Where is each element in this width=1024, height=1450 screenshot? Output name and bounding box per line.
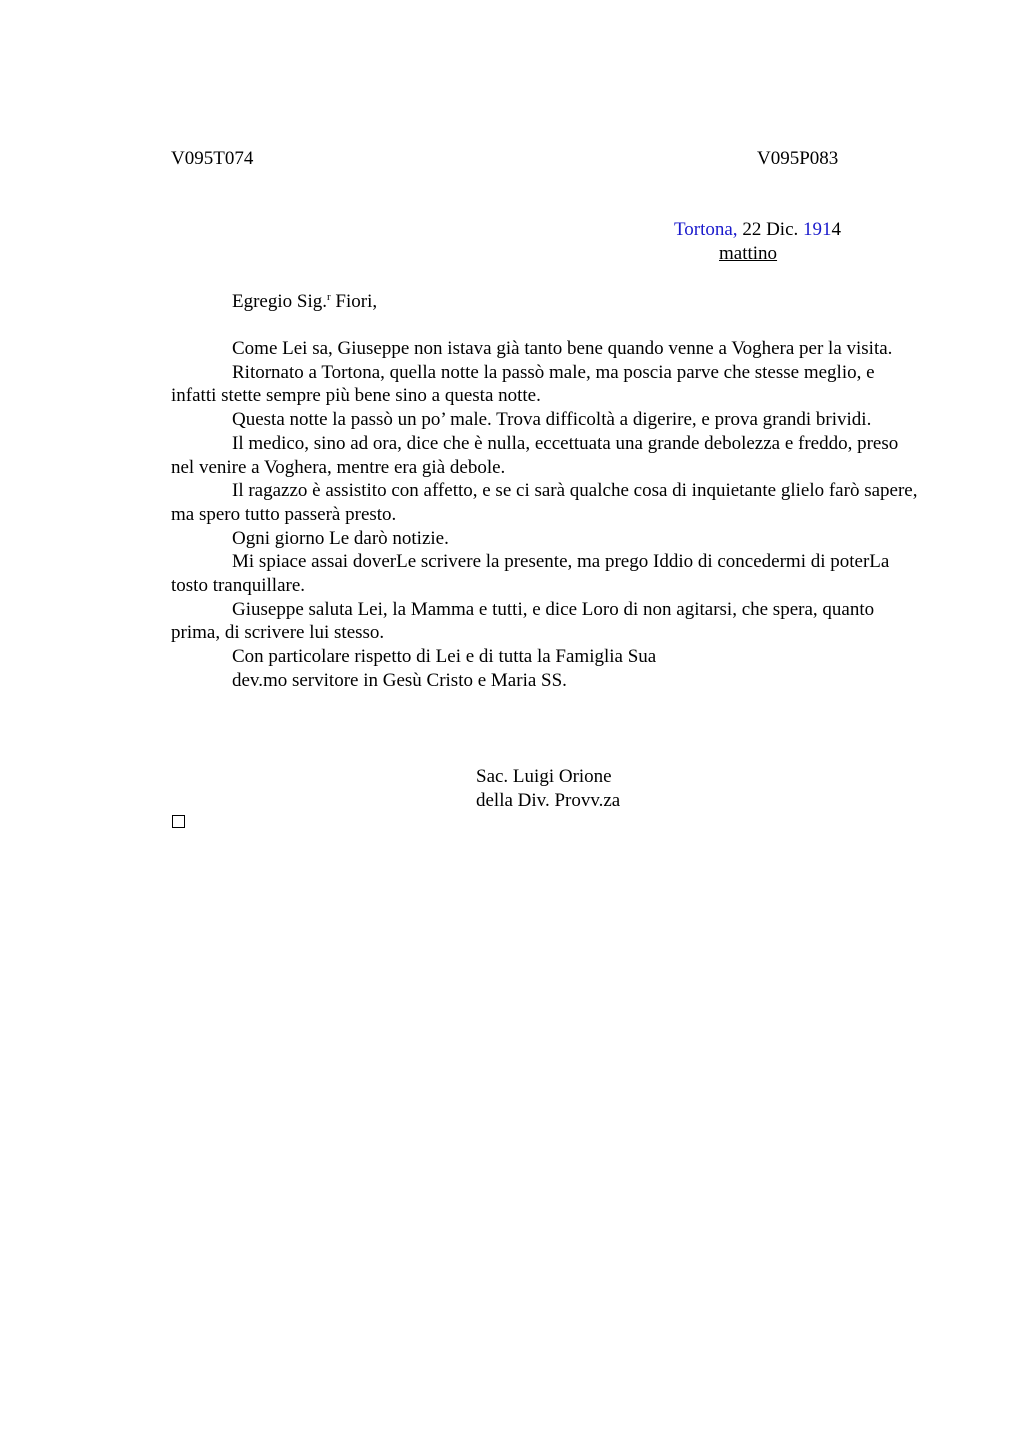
dateline-place: Tortona, bbox=[673, 219, 738, 240]
closing-line: dev.mo servitore in Gesù Cristo e Maria SS. bbox=[232, 669, 567, 691]
salutation-superscript: r bbox=[327, 291, 331, 303]
closing-line: Con particolare rispetto di Lei e di tutta la Famiglia Sua bbox=[232, 646, 657, 668]
document-code-left: V095T074 bbox=[171, 148, 254, 169]
signature-block bbox=[476, 765, 620, 813]
paragraph: Come Lei sa, Giuseppe non istava già tanto bene quando venne a Voghera per la visita. bbox=[232, 338, 893, 359]
salutation-title: Egregio Sig. bbox=[232, 291, 327, 312]
paragraph: Ritornato a Tortona, quella notte la passò male, ma poscia parve che stesse meglio, e infatti stette sempre più bene sino a questa notte. bbox=[171, 361, 875, 407]
paragraph: Il medico, sino ad ora, dice che è nulla, eccettuata una grande debolezza e freddo, preso nel venire a Voghera, mentre era già debole. bbox=[171, 432, 899, 478]
dateline-year-prefix: 191 bbox=[803, 219, 832, 240]
dateline-date: 22 Dic. bbox=[737, 219, 803, 240]
dateline-time-of-day: mattino bbox=[719, 243, 778, 264]
paragraph: Mi spiace assai doverLe scrivere la presente, ma prego Iddio di concedermi di poterLa tosto tranquillare. bbox=[171, 551, 890, 597]
salutation-name: Fiori, bbox=[330, 291, 378, 312]
paragraph: Giuseppe saluta Lei, la Mamma e tutti, e dice Loro di non agitarsi, che spera, quanto prima, di scrivere lui stesso. bbox=[171, 598, 875, 644]
salutation bbox=[232, 290, 377, 314]
signature-name: Sac. Luigi Orione bbox=[476, 766, 612, 787]
document-code-right: V095P083 bbox=[757, 148, 839, 169]
signature-affiliation: della Div. Provv.za bbox=[476, 790, 621, 811]
dateline-year-suffix: 4 bbox=[831, 219, 841, 240]
letter-body bbox=[171, 337, 921, 693]
dateline bbox=[600, 218, 841, 242]
paragraph: Ogni giorno Le darò notizie. bbox=[232, 527, 449, 549]
paragraph: Questa notte la passò un po’ male. Trova difficoltà a digerire, e prova grandi brividi. bbox=[232, 409, 872, 431]
checkbox-square-icon bbox=[172, 815, 185, 828]
paragraph: Il ragazzo è assistito con affetto, e se ci sarà qualche cosa di inquietante glielo farò sapere, ma spero tutto passerà presto. bbox=[171, 480, 918, 525]
